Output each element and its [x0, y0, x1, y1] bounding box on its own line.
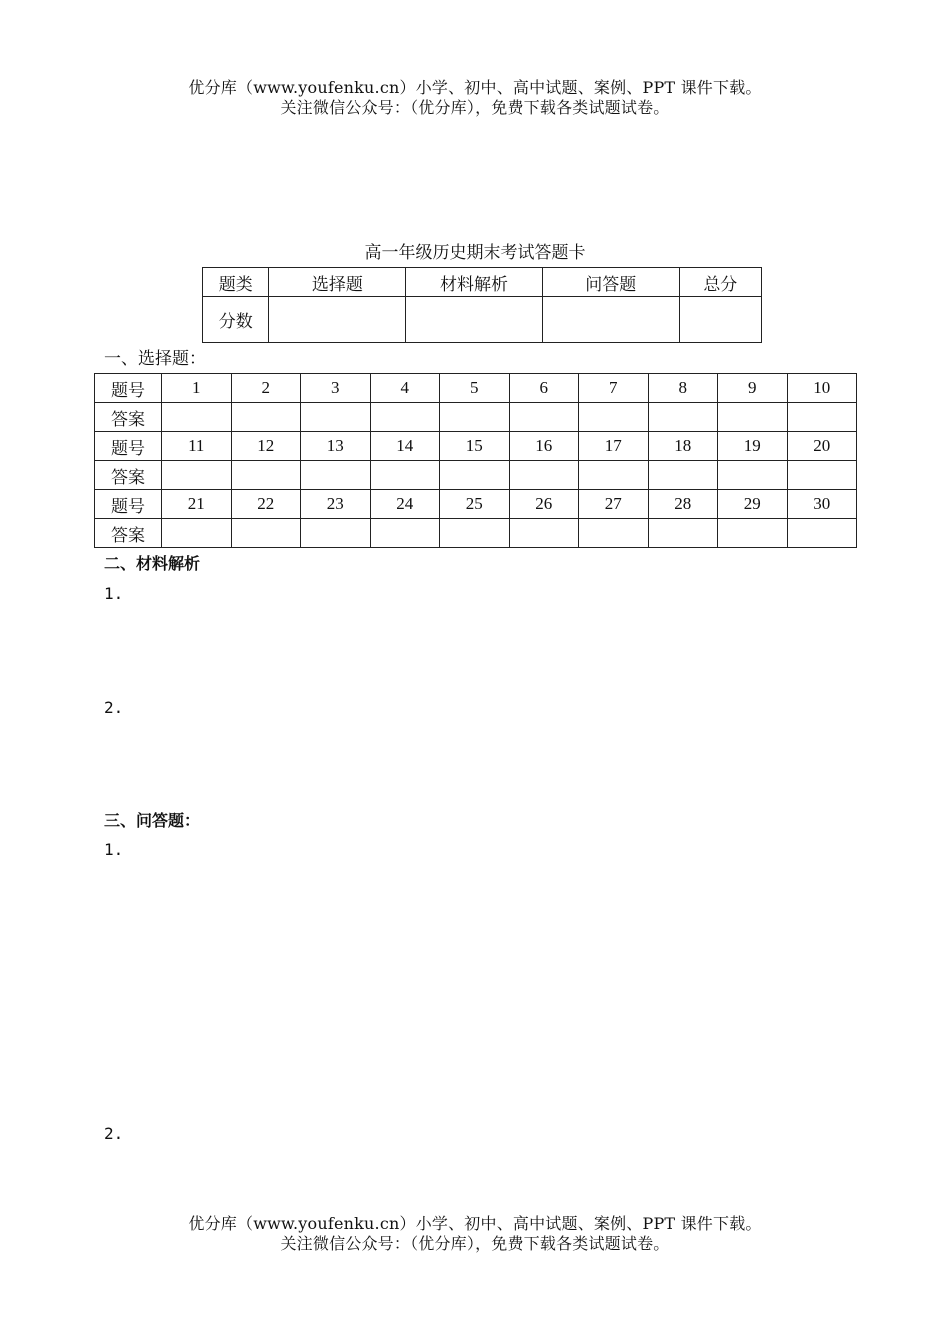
- section2-question-1: 1.: [104, 584, 124, 603]
- question-number-cell: 28: [648, 490, 718, 519]
- question-number-cell: 3: [301, 374, 371, 403]
- question-number-row: [95, 432, 857, 461]
- footer-line-2: 关注微信公众号：（优分库），免费下载各类试题试卷。: [280, 1234, 670, 1253]
- answer-input-cell[interactable]: [370, 519, 440, 548]
- question-number-cell: 4: [370, 374, 440, 403]
- question-number-cell: 21: [162, 490, 232, 519]
- question-number-cell: 22: [231, 490, 301, 519]
- score-header-row: [203, 268, 762, 297]
- section3-question-1: 1.: [104, 840, 124, 859]
- answer-input-cell[interactable]: [162, 519, 232, 548]
- question-number-cell: 20: [787, 432, 857, 461]
- answer-label: 答案: [95, 461, 162, 490]
- answer-input-cell[interactable]: [370, 461, 440, 490]
- question-number-cell: 7: [579, 374, 649, 403]
- score-input-cell[interactable]: [269, 297, 406, 343]
- answer-input-cell[interactable]: [370, 403, 440, 432]
- question-number-cell: 1: [162, 374, 232, 403]
- answer-input-cell[interactable]: [231, 461, 301, 490]
- question-number-row: [95, 490, 857, 519]
- question-number-cell: 2: [231, 374, 301, 403]
- question-number-cell: 15: [440, 432, 510, 461]
- answer-input-cell[interactable]: [648, 461, 718, 490]
- choice-answer-table: [94, 373, 857, 548]
- answer-input-cell[interactable]: [579, 461, 649, 490]
- answer-input-cell[interactable]: [718, 519, 788, 548]
- answer-input-cell[interactable]: [301, 461, 371, 490]
- answer-input-cell[interactable]: [301, 403, 371, 432]
- answer-input-cell[interactable]: [440, 403, 510, 432]
- answer-input-cell[interactable]: [509, 461, 579, 490]
- question-number-cell: 19: [718, 432, 788, 461]
- question-number-cell: 13: [301, 432, 371, 461]
- answer-input-cell[interactable]: [231, 519, 301, 548]
- answer-row: [95, 461, 857, 490]
- section1-heading: 一、选择题：: [104, 349, 206, 369]
- question-number-cell: 8: [648, 374, 718, 403]
- answer-input-cell[interactable]: [509, 403, 579, 432]
- answer-input-cell[interactable]: [231, 403, 301, 432]
- question-number-cell: 10: [787, 374, 857, 403]
- answer-input-cell[interactable]: [787, 403, 857, 432]
- question-number-label: 题号: [95, 374, 162, 403]
- question-number-cell: 30: [787, 490, 857, 519]
- section2-question-2: 2.: [104, 698, 124, 717]
- question-number-label: 题号: [95, 432, 162, 461]
- answer-input-cell[interactable]: [787, 461, 857, 490]
- footer-line-1: 优分库（www.youfenku.cn）小学、初中、高中试题、案例、PPT 课件下载。: [188, 1214, 762, 1233]
- question-number-cell: 26: [509, 490, 579, 519]
- answer-input-cell[interactable]: [440, 461, 510, 490]
- answer-input-cell[interactable]: [579, 403, 649, 432]
- section2-heading: 二、材料解析: [104, 554, 201, 573]
- question-number-cell: 23: [301, 490, 371, 519]
- answer-input-cell[interactable]: [162, 461, 232, 490]
- answer-input-cell[interactable]: [787, 519, 857, 548]
- answer-input-cell[interactable]: [718, 461, 788, 490]
- score-header-cell: 题类: [203, 268, 269, 297]
- answer-row: [95, 519, 857, 548]
- question-number-cell: 24: [370, 490, 440, 519]
- answer-input-cell[interactable]: [648, 403, 718, 432]
- score-table: [202, 267, 762, 343]
- question-number-cell: 25: [440, 490, 510, 519]
- question-number-cell: 27: [579, 490, 649, 519]
- question-number-cell: 14: [370, 432, 440, 461]
- question-number-cell: 9: [718, 374, 788, 403]
- answer-input-cell[interactable]: [718, 403, 788, 432]
- answer-input-cell[interactable]: [648, 519, 718, 548]
- question-number-cell: 18: [648, 432, 718, 461]
- question-number-cell: 6: [509, 374, 579, 403]
- score-header-cell: 材料解析: [406, 268, 543, 297]
- question-number-label: 题号: [95, 490, 162, 519]
- answer-input-cell[interactable]: [301, 519, 371, 548]
- header-line-1: 优分库（www.youfenku.cn）小学、初中、高中试题、案例、PPT 课件下载。: [188, 78, 762, 97]
- section3-question-2: 2.: [104, 1124, 124, 1143]
- question-number-cell: 29: [718, 490, 788, 519]
- score-input-cell[interactable]: [679, 297, 761, 343]
- score-value-row: [203, 297, 762, 343]
- answer-input-cell[interactable]: [440, 519, 510, 548]
- score-header-cell: 问答题: [542, 268, 679, 297]
- question-number-cell: 16: [509, 432, 579, 461]
- score-header-cell: 选择题: [269, 268, 406, 297]
- section3-heading: 三、问答题：: [104, 811, 201, 830]
- question-number-cell: 11: [162, 432, 232, 461]
- answer-label: 答案: [95, 403, 162, 432]
- page-title: 高一年级历史期末考试答题卡: [364, 243, 586, 263]
- answer-input-cell[interactable]: [162, 403, 232, 432]
- question-number-cell: 17: [579, 432, 649, 461]
- question-number-cell: 12: [231, 432, 301, 461]
- question-number-cell: 5: [440, 374, 510, 403]
- answer-input-cell[interactable]: [579, 519, 649, 548]
- score-input-cell[interactable]: [542, 297, 679, 343]
- score-header-cell: 总分: [679, 268, 761, 297]
- header-line-2: 关注微信公众号：（优分库），免费下载各类试题试卷。: [280, 98, 670, 117]
- answer-row: [95, 403, 857, 432]
- answer-label: 答案: [95, 519, 162, 548]
- score-input-cell[interactable]: [406, 297, 543, 343]
- answer-input-cell[interactable]: [509, 519, 579, 548]
- score-row-label: 分数: [203, 297, 269, 343]
- question-number-row: [95, 374, 857, 403]
